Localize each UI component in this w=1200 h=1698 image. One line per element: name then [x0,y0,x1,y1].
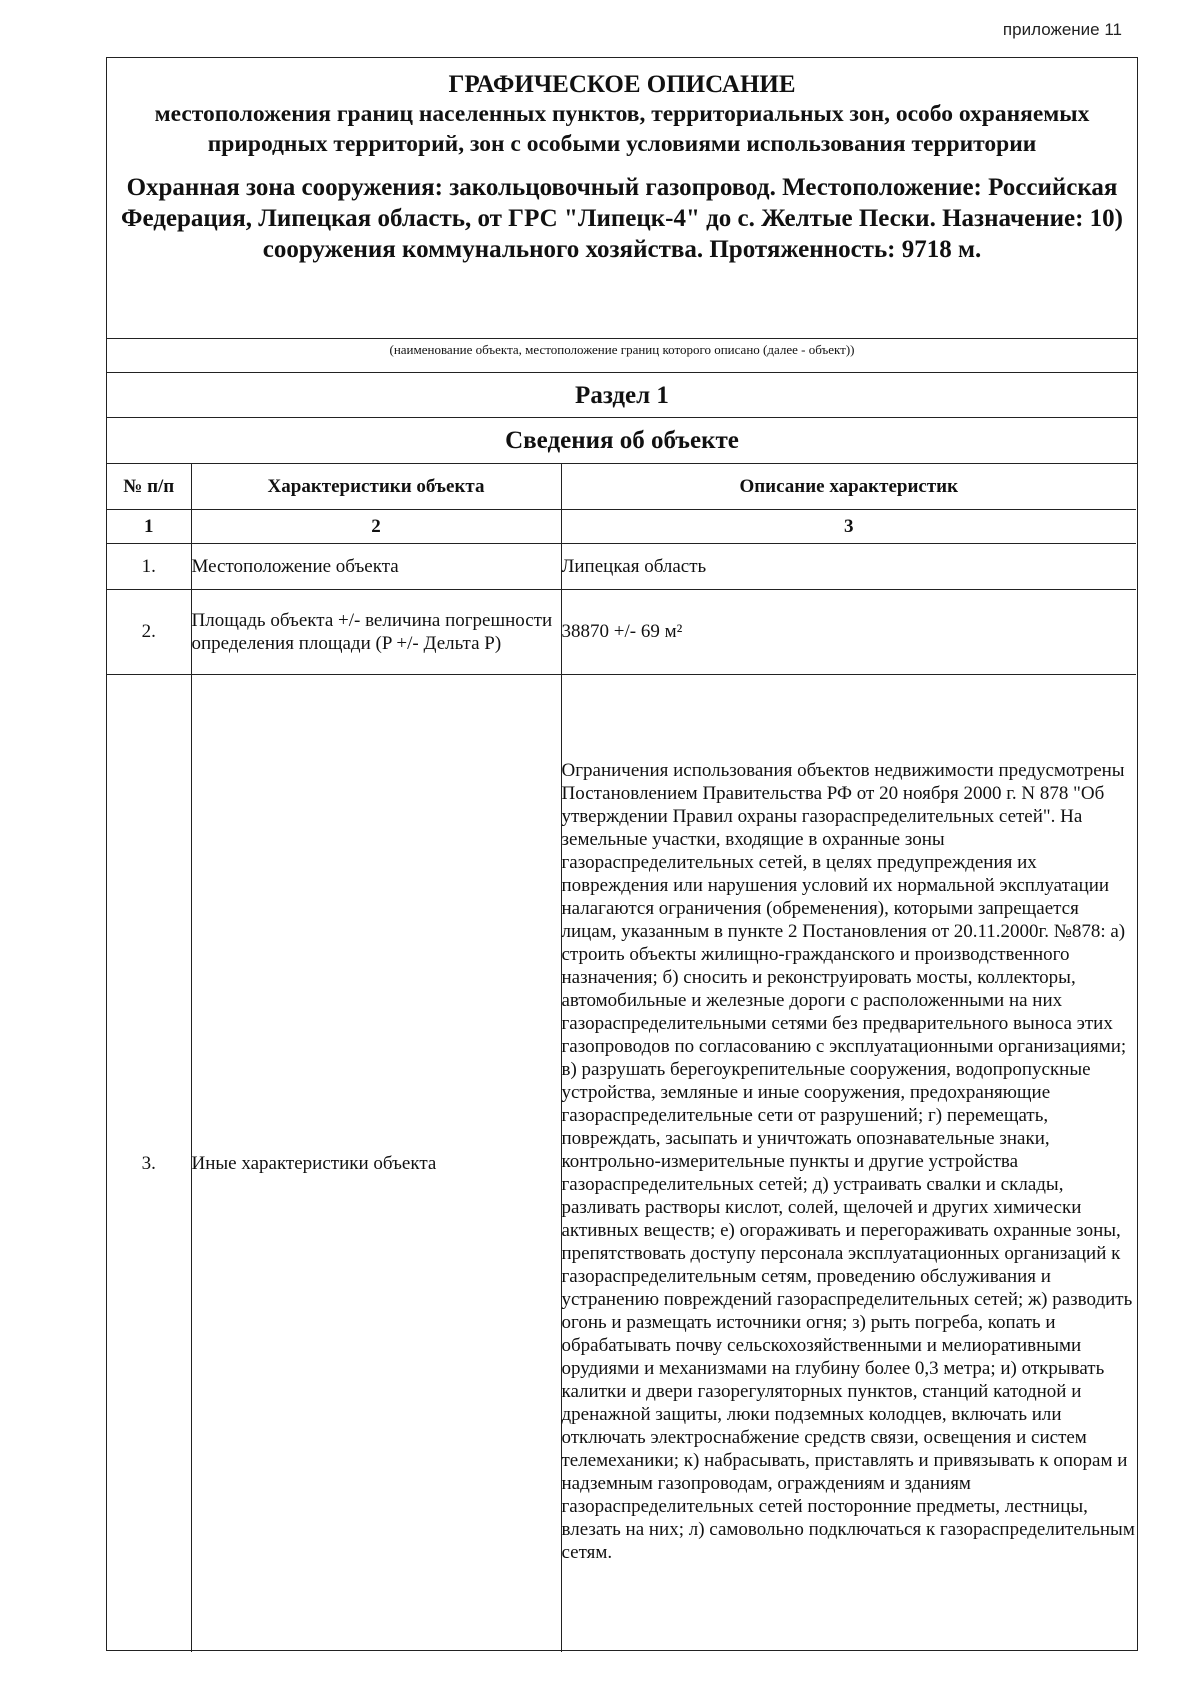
row-number: 2. [107,589,191,674]
section-subtitle: Сведения об объекте [107,418,1137,464]
column-number-row [107,509,1136,543]
row-characteristic: Площадь объекта +/- величина погрешности определения площади (P +/- Дельта P) [191,589,561,674]
row-number: 1. [107,543,191,589]
column-number: 1 [107,509,191,543]
row-characteristic: Местоположение объекта [191,543,561,589]
table-row [107,589,1136,674]
section-title: Раздел 1 [107,373,1137,418]
row-description [561,674,1136,1652]
table-row [107,674,1136,1652]
column-number: 3 [561,509,1136,543]
row-number: 3. [107,674,191,1652]
document-subtitle: местоположения границ населенных пунктов, территориальных зон, особо охраняемых природных территорий, зон с особыми условиями использования территории [154,101,1090,157]
appendix-label: приложение 11 [1002,20,1122,39]
object-title: Охранная зона сооружения: закольцовочный газопровод. Местоположение: Российская Федерация, Липецкая область, от ГРС "Липецк-4" до с. Желтые Пески. Назначение: 10) сооружения коммунального хозяйства. Протяженность: 9718 м. [121,174,1123,263]
row-characteristic: Иные характеристики объекта [191,674,561,1652]
table-header-row [107,464,1136,509]
column-header-number: № п/п [107,464,191,509]
table-row [107,543,1136,589]
column-number: 2 [191,509,561,543]
object-name-note: (наименование объекта, местоположение границ которого описано (далее - объект)) [107,339,1137,373]
document-title: ГРАФИЧЕСКОЕ ОПИСАНИЕ [448,71,796,98]
restrictions-text: Ограничения использования объектов недвижимости предусмотрены Постановлением Правительства РФ от 20 ноября 2000 г. N 878 "Об утверждении Правил охраны газораспределительных сетей". На земельные участки, входящие в охранные зоны газораспределительных сетей, в целях предупреждения их повреждения или нарушения условий их нормальной эксплуатации налагаются ограничения (обременения), которыми запрещается лицам, указанным в пункте 2 Постановления от 20.11.2000г. №878: а) строить объекты жилищно-гражданского и производственного назначения; б) сносить и реконструировать мосты, коллекторы, автомобильные и железные дороги с расположенными на них газораспределительными сетями без предварительного выноса этих газопроводов по согласованию с эксплуатационными организациями; в) разрушать берегоукрепительные сооружения, водопропускные устройства, земляные и иные сооружения, предохраняющие газораспределительные сети от разрушений; г) перемещать, повреждать, засыпать и уничтожать опознавательные знаки, контрольно-измерительные пункты и другие устройства газораспределительных сетей; д) устраивать свалки и склады, разливать растворы кислот, солей, щелочей и других химически активных веществ; е) огораживать и перегораживать охранные зоны, препятствовать доступу персонала эксплуатационных организаций к газораспределительным сетям, проведению обслуживания и устранению повреждений газораспределительных сетей; ж) разводить огонь и размещать источники огня; з) рыть погреба, копать и обрабатывать почву сельскохозяйственными и мелиоративными орудиями и механизмами на глубину более 0,3 метра; и) открывать калитки и двери газорегуляторных пунктов, станций катодной и дренажной защиты, люки подземных колодцев, включать или отключать электроснабжение средств связи, освещения и систем телемеханики; к) набрасывать, приставлять и привязывать к опорам и надземным газопроводам, ограждениям и зданиям газораспределительных сетей посторонние предметы, лестницы, влезать на них; л) самовольно подключаться к газораспределительным сетям. [561,760,1135,1564]
object-info-table [107,464,1136,1652]
column-header-characteristic: Характеристики объекта [191,464,561,509]
column-header-description: Описание характеристик [561,464,1136,509]
document-frame [106,57,1138,1651]
row-description: Липецкая область [561,543,1136,589]
row-description: 38870 +/- 69 м² [561,589,1136,674]
document-header [107,58,1137,339]
